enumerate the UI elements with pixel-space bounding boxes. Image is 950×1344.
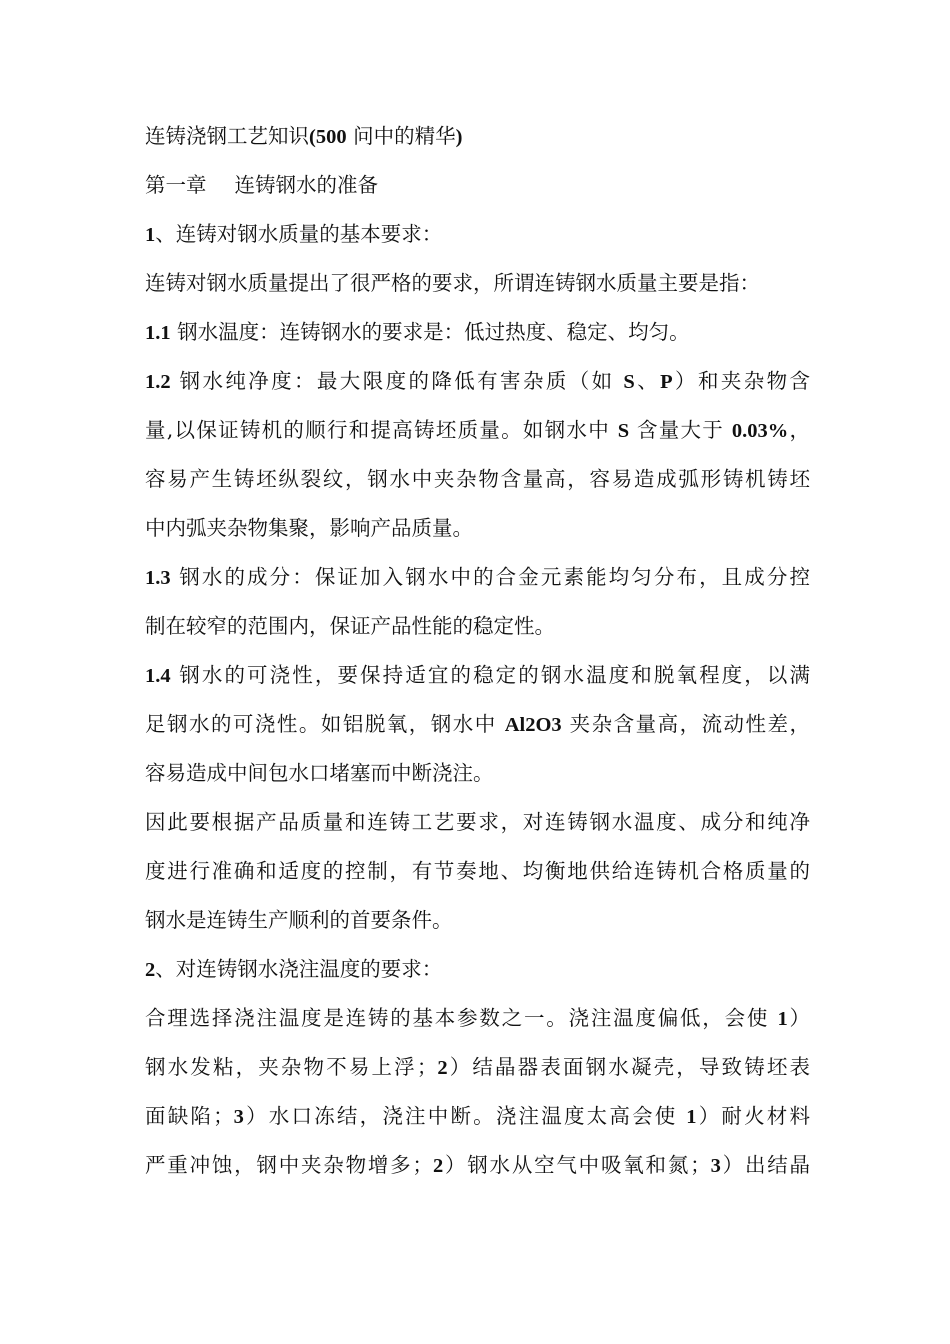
item-1-2-line-2 bbox=[145, 406, 810, 455]
item-text: 钢水的可浇性，要保持适宜的稳定的钢水温度和脱氧程度，以满 bbox=[179, 663, 810, 687]
title-bold-number: (500 bbox=[309, 126, 347, 148]
item-text: ）和夹杂物含 bbox=[672, 369, 810, 393]
item-text: 钢水的成分：保证加入钢水中的合金元素能均匀分布，且成分控 bbox=[179, 565, 810, 589]
item-text: 夹杂含量高，流动性差， bbox=[561, 712, 810, 736]
item-text: ， bbox=[788, 418, 810, 442]
element-symbol: S bbox=[617, 420, 630, 442]
item-1-4-line-1 bbox=[145, 651, 810, 700]
conclusion-line-3: 钢水是连铸生产顺利的首要条件。 bbox=[145, 908, 453, 932]
document-title bbox=[145, 112, 810, 161]
chapter-number: 第一章 bbox=[145, 173, 207, 197]
question-2-line-1 bbox=[145, 994, 810, 1043]
item-1-2-line-1 bbox=[145, 357, 810, 406]
title-text: 连铸浇钢工艺知识 bbox=[145, 124, 309, 148]
item-text: 钢水温度：连铸钢水的要求是：低过热度、稳定、均匀。 bbox=[177, 320, 690, 344]
question-2-line-3 bbox=[145, 1092, 810, 1141]
question-2-line-2 bbox=[145, 1043, 810, 1092]
question-text: 、对连铸钢水浇注温度的要求： bbox=[155, 957, 443, 981]
paragraph-text: ）钢水从空气中吸氧和氮； bbox=[443, 1153, 711, 1177]
chapter-heading bbox=[145, 161, 810, 210]
list-number: 3 bbox=[233, 1106, 244, 1128]
item-text: 含量大于 bbox=[629, 418, 732, 442]
item-1-3-line-2: 制在较窄的范围内，保证产品性能的稳定性。 bbox=[145, 614, 555, 638]
item-1-4-line-3: 容易造成中间包水口堵塞而中断浇注。 bbox=[145, 761, 494, 785]
percentage-value: 0.03% bbox=[731, 420, 789, 442]
item-number: 1.1 bbox=[145, 322, 171, 344]
question-number: 2 bbox=[145, 959, 156, 981]
item-text: 量,以保证铸机的顺行和提高铸坯质量。如钢水中 bbox=[145, 418, 618, 442]
question-2-line-4 bbox=[145, 1141, 810, 1190]
element-symbol: S bbox=[623, 371, 635, 393]
element-symbol: P bbox=[660, 371, 673, 393]
item-1-2-line-3: 容易产生铸坯纵裂纹，钢水中夹杂物含量高，容易造成弧形铸机铸坯 bbox=[145, 467, 810, 491]
chapter-name: 连铸钢水的准备 bbox=[234, 173, 378, 197]
item-text: 钢水纯净度：最大限度的降低有害杂质（如 bbox=[179, 369, 624, 393]
item-1-4-line-2 bbox=[145, 700, 810, 749]
item-number: 1.3 bbox=[145, 567, 171, 589]
paragraph-text: ）出结晶 bbox=[720, 1153, 810, 1177]
document-page bbox=[145, 112, 810, 1190]
item-1-3-line-1 bbox=[145, 553, 810, 602]
paragraph-text: ）水口冻结，浇注中断。浇注温度太高会使 bbox=[243, 1104, 687, 1128]
list-number: 1 bbox=[777, 1008, 788, 1030]
paragraph-text: ） bbox=[787, 1006, 810, 1030]
item-1-2-line-4: 中内弧夹杂物集聚，影响产品质量。 bbox=[145, 516, 473, 540]
question-1-intro: 连铸对钢水质量提出了很严格的要求，所谓连铸钢水质量主要是指： bbox=[145, 271, 760, 295]
conclusion-line-1: 因此要根据产品质量和连铸工艺要求，对连铸钢水温度、成分和纯净 bbox=[145, 810, 810, 834]
paragraph-text: ）结晶器表面钢水凝壳，导致铸坯表 bbox=[447, 1055, 810, 1079]
title-closing: ) bbox=[455, 126, 463, 148]
paragraph-text: ）耐火材料 bbox=[696, 1104, 810, 1128]
list-number: 2 bbox=[437, 1057, 448, 1079]
item-text: 足钢水的可浇性。如铝脱氧，钢水中 bbox=[145, 712, 505, 736]
list-number: 2 bbox=[432, 1155, 444, 1177]
item-number: 1.4 bbox=[145, 665, 171, 687]
list-number: 1 bbox=[686, 1106, 697, 1128]
paragraph-text: 面缺陷； bbox=[145, 1104, 234, 1128]
paragraph-text: 合理选择浇注温度是连铸的基本参数之一。浇注温度偏低，会使 bbox=[145, 1006, 778, 1030]
compound-formula: Al2O3 bbox=[504, 714, 562, 736]
conclusion-line-2: 度进行准确和适度的控制，有节奏地、均衡地供给连铸机合格质量的 bbox=[145, 859, 810, 883]
title-middle: 问中的精华 bbox=[346, 124, 456, 148]
paragraph-text: 钢水发粘，夹杂物不易上浮； bbox=[145, 1055, 438, 1079]
question-2-heading bbox=[145, 945, 810, 994]
paragraph-text: 严重冲蚀，钢中夹杂物增多； bbox=[145, 1153, 433, 1177]
question-text: 、连铸对钢水质量的基本要求： bbox=[155, 222, 443, 246]
question-number: 1 bbox=[145, 224, 156, 246]
item-number: 1.2 bbox=[145, 371, 171, 393]
item-text: 、 bbox=[634, 369, 661, 393]
list-number: 3 bbox=[710, 1155, 721, 1177]
question-1-heading bbox=[145, 210, 810, 259]
item-1-1 bbox=[145, 308, 810, 357]
